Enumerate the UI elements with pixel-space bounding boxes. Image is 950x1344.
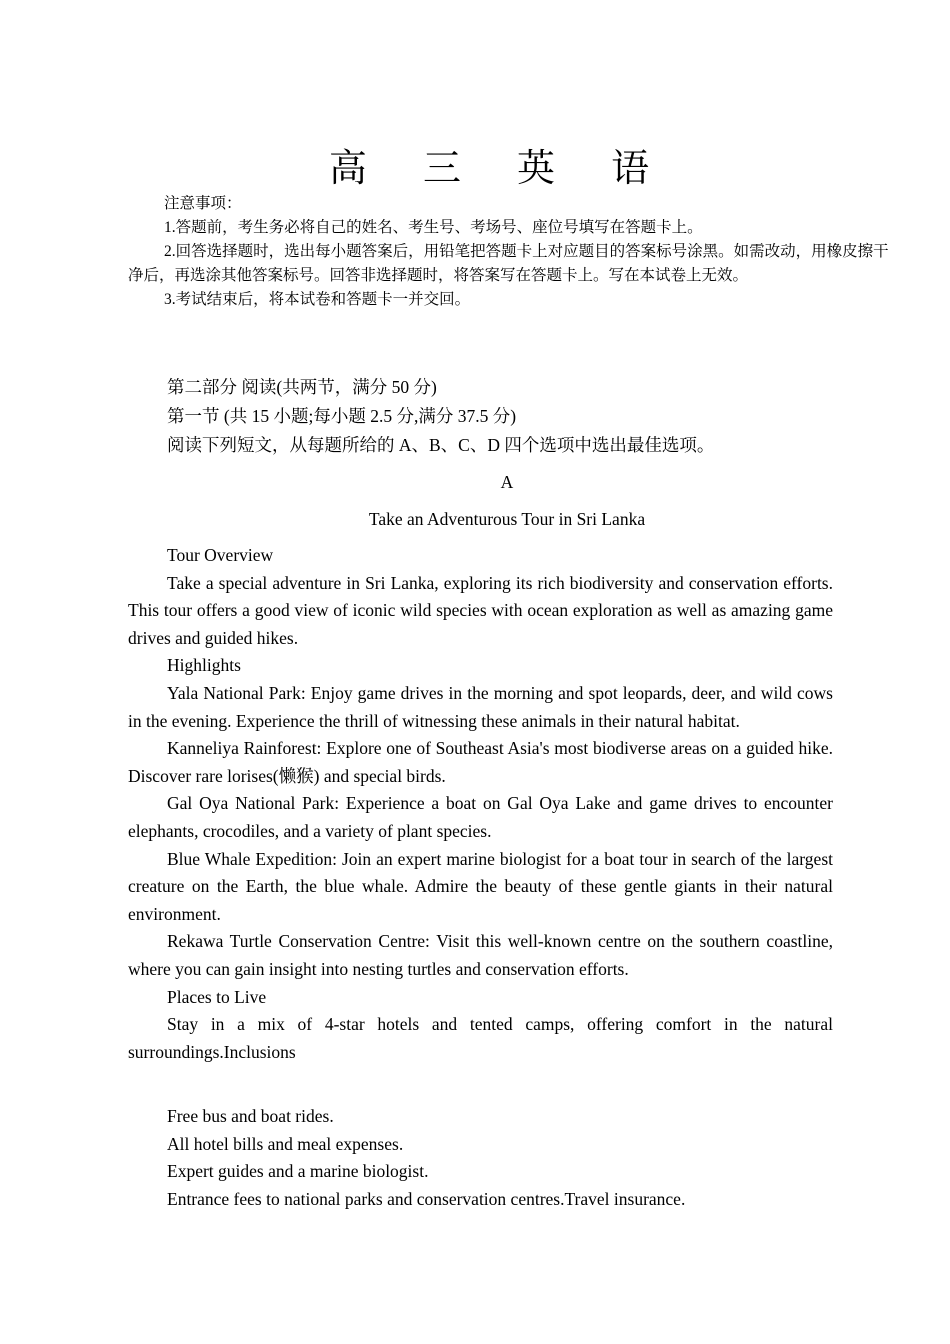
notice-heading: 注意事项： xyxy=(164,195,242,212)
passage-paragraph: Rekawa Turtle Conservation Centre: Visit this well-known centre on the southern coastline, where you can gain insight into nesting turtles and conservation efforts. xyxy=(128,931,833,979)
instruction-text: 阅读下列短文，从每题所给的 A、B、C、D 四个选项中选出最佳选项。 xyxy=(167,435,715,455)
passage-paragraph: Highlights xyxy=(167,655,241,676)
notice-item: 2.回答选择题时，选出每小题答案后，用铅笔把答题卡上对应题目的答案标号涂黑。如需改动，用橡皮擦干净后，再选涂其他答案标号。回答非选择题时，将答案写在答题卡上。写在本试卷上无效。 xyxy=(128,243,889,284)
list-item: Expert guides and a marine biologist. xyxy=(167,1161,429,1182)
section-header xyxy=(167,373,714,460)
notice-block xyxy=(128,192,890,312)
notice-item: 1.答题前，考生务必将自己的姓名、考生号、考场号、座位号填写在答题卡上。 xyxy=(164,219,703,236)
passage-title: Take an Adventurous Tour in Sri Lanka xyxy=(368,509,646,529)
page-title: 高 三 英 语 xyxy=(328,146,672,191)
passage-paragraph: Gal Oya National Park: Experience a boat on Gal Oya Lake and game drives to encounter elephants, crocodiles, and a variety of plant species. xyxy=(128,793,833,841)
list-item: All hotel bills and meal expenses. xyxy=(167,1133,404,1154)
list-item: Entrance fees to national parks and conservation centres.Travel insurance. xyxy=(167,1188,686,1209)
passage-paragraph: Tour Overview xyxy=(167,545,274,565)
notice-item: 3.考试结束后，将本试卷和答题卡一并交回。 xyxy=(164,291,471,308)
passage-paragraph: Yala National Park: Enjoy game drives in the morning and spot leopards, deer, and wild cows in the evening. Experience the thrill of witnessing these animals in their natural habitat. xyxy=(128,682,833,731)
passage-paragraph: Take a special adventure in Sri Lanka, exploring its rich biodiversity and conservation efforts. This tour offers a good view of iconic wild species with ocean exploration as well as amazing game drives and guided hikes. xyxy=(128,572,833,648)
passage-label: A xyxy=(500,472,514,492)
list-item: Free bus and boat rides. xyxy=(167,1106,334,1126)
passage-paragraph: Places to Live xyxy=(167,986,267,1007)
inclusions-list xyxy=(167,1103,867,1213)
passage-paragraph: Kanneliya Rainforest: Explore one of Southeast Asia's most biodiverse areas on a guided hike. Discover rare lorises(懒猴) and special birds. xyxy=(128,738,833,786)
passage-paragraph: Stay in a mix of 4-star hotels and tented camps, offering comfort in the natural surroundings.Inclusions xyxy=(128,1014,833,1062)
passage-paragraph: Blue Whale Expedition: Join an expert marine biologist for a boat tour in search of the largest creature on the Earth, the blue whale. Admire the beauty of these gentle giants in their natural environment. xyxy=(128,848,833,924)
part-heading: 第二部分 阅读(共两节，满分 50 分) xyxy=(167,377,437,397)
subsection-heading: 第一节 (共 15 小题;每小题 2.5 分,满分 37.5 分) xyxy=(167,406,517,426)
passage-body xyxy=(128,542,833,1066)
